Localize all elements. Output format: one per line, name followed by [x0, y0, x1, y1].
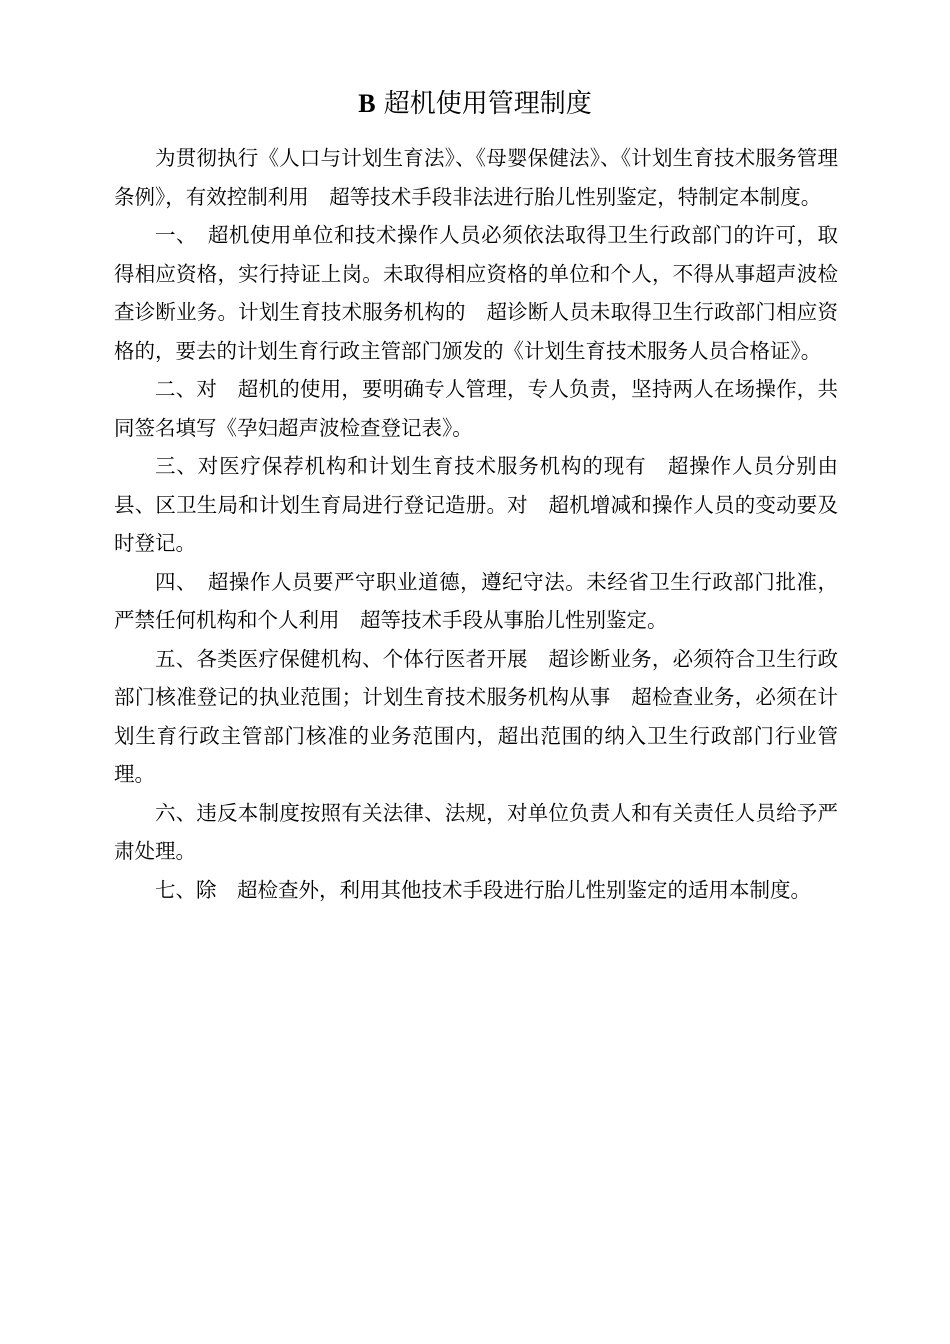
document-body [114, 139, 838, 909]
document-title [0, 86, 950, 122]
paragraph-article-6: 六、违反本制度按照有关法律、法规，对单位负责人和有关责任人员给予严肃处理。 [114, 800, 838, 863]
paragraph-article-7: 七、除 超检查外，利用其他技术手段进行胎儿性别鉴定的适用本制度。 [155, 877, 811, 902]
paragraph-preamble: 为贯彻执行《人口与计划生育法》、《母婴保健法》、《计划生育技术服务管理条例》，有效控制利用 超等技术手段非法进行胎儿性别鉴定，特制定本制度。 [114, 146, 838, 209]
title-text: 超机使用管理制度 [383, 89, 592, 119]
paragraph-article-3: 三、对医疗保荐机构和计划生育技术服务机构的现有 超操作人员分别由县、区卫生局和计划生育局进行登记造册。对 超机增减和操作人员的变动要及时登记。 [114, 454, 838, 555]
paragraph-article-2: 二、对 超机的使用，要明确专人管理，专人负责，坚持两人在场操作，共同签名填写《孕妇超声波检查登记表》。 [114, 377, 838, 440]
paragraph-article-1: 一、 超机使用单位和技术操作人员必须依法取得卫生行政部门的许可，取得相应资格，实行持证上岗。未取得相应资格的单位和个人，不得从事超声波检查诊断业务。计划生育技术服务机构的 超诊断人员未取得卫生行政部门相应资格的，要去的计划生育行政主管部门颁发的《计划生育技术服务人员合格证》。 [114, 223, 838, 363]
title-letter: B [358, 89, 376, 118]
paragraph-article-5: 五、各类医疗保健机构、个体行医者开展 超诊断业务，必须符合卫生行政部门核准登记的执业范围；计划生育技术服务机构从事 超检查业务，必须在计划生育行政主管部门核准的业务范围内，超出范围的纳入卫生行政部门行业管理。 [114, 646, 838, 786]
paragraph-article-4: 四、 超操作人员要严守职业道德，遵纪守法。未经省卫生行政部门批准，严禁任何机构和个人利用 超等技术手段从事胎儿性别鉴定。 [114, 569, 838, 632]
